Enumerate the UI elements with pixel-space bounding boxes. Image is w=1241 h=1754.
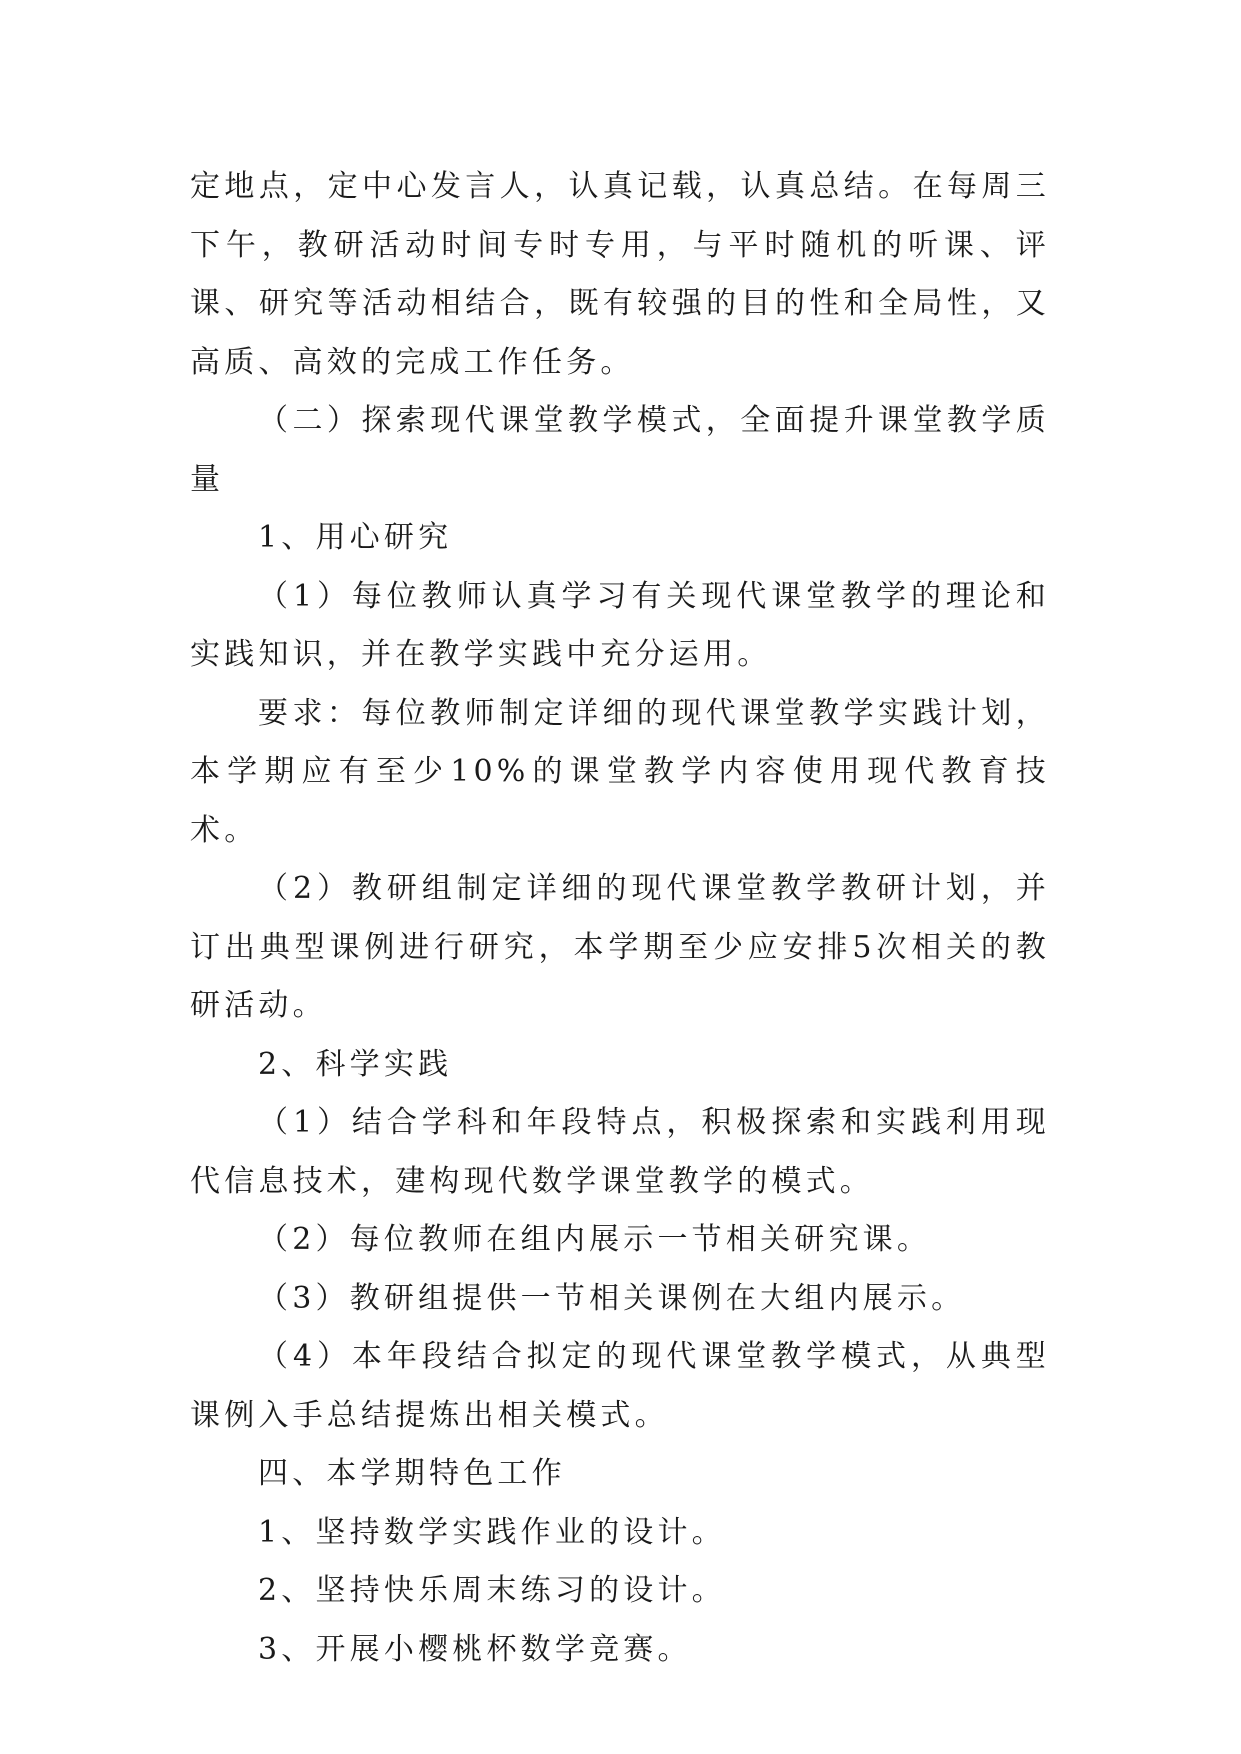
section-heading-special-work: 四、本学期特色工作 bbox=[258, 1456, 566, 1491]
list-item-practice-homework: 1、坚持数学实践作业的设计。 bbox=[258, 1514, 726, 1550]
subheading-careful-research: 1、用心研究 bbox=[258, 520, 453, 555]
paragraph-meeting-arrangement: 定地点，定中心发言人，认真记载，认真总结。在每周三下午，教研活动时间专时专用，与平时随机的听课、评课、研究等活动相结合，既有较强的目的性和全局性，又高质、高效的完成工作任务。 bbox=[190, 169, 1050, 380]
section-heading-explore-modern-teaching: （二）探索现代课堂教学模式，全面提升课堂教学质量 bbox=[190, 403, 1050, 497]
item-research-group-plan: （2）教研组制定详细的现代课堂教学教研计划，并订出典型课例进行研究，本学期至少应安排5次相关的教研活动。 bbox=[190, 871, 1050, 1023]
item-summarize-model: （4）本年段结合拟定的现代课堂教学模式，从典型课例入手总结提炼出相关模式。 bbox=[190, 1339, 1050, 1433]
item-combine-subject: （1）结合学科和年段特点，积极探索和实践利用现代信息技术，建构现代数学课堂教学的模式。 bbox=[190, 1105, 1050, 1199]
item-group-case: （3）教研组提供一节相关课例在大组内展示。 bbox=[258, 1280, 966, 1316]
document-body bbox=[190, 158, 1050, 1679]
subheading-scientific-practice: 2、科学实践 bbox=[258, 1046, 453, 1082]
item-demo-lesson: （2）每位教师在组内展示一节相关研究课。 bbox=[258, 1222, 932, 1257]
paragraph-requirement: 要求：每位教师制定详细的现代课堂教学实践计划，本学期应有至少10%的课堂教学内容使用现代教育技术。 bbox=[190, 695, 1050, 848]
list-item-weekend-practice: 2、坚持快乐周末练习的设计。 bbox=[258, 1573, 726, 1608]
list-item-math-competition: 3、开展小樱桃杯数学竞赛。 bbox=[258, 1631, 692, 1667]
item-teacher-study: （1）每位教师认真学习有关现代课堂教学的理论和实践知识，并在教学实践中充分运用。 bbox=[190, 578, 1050, 672]
